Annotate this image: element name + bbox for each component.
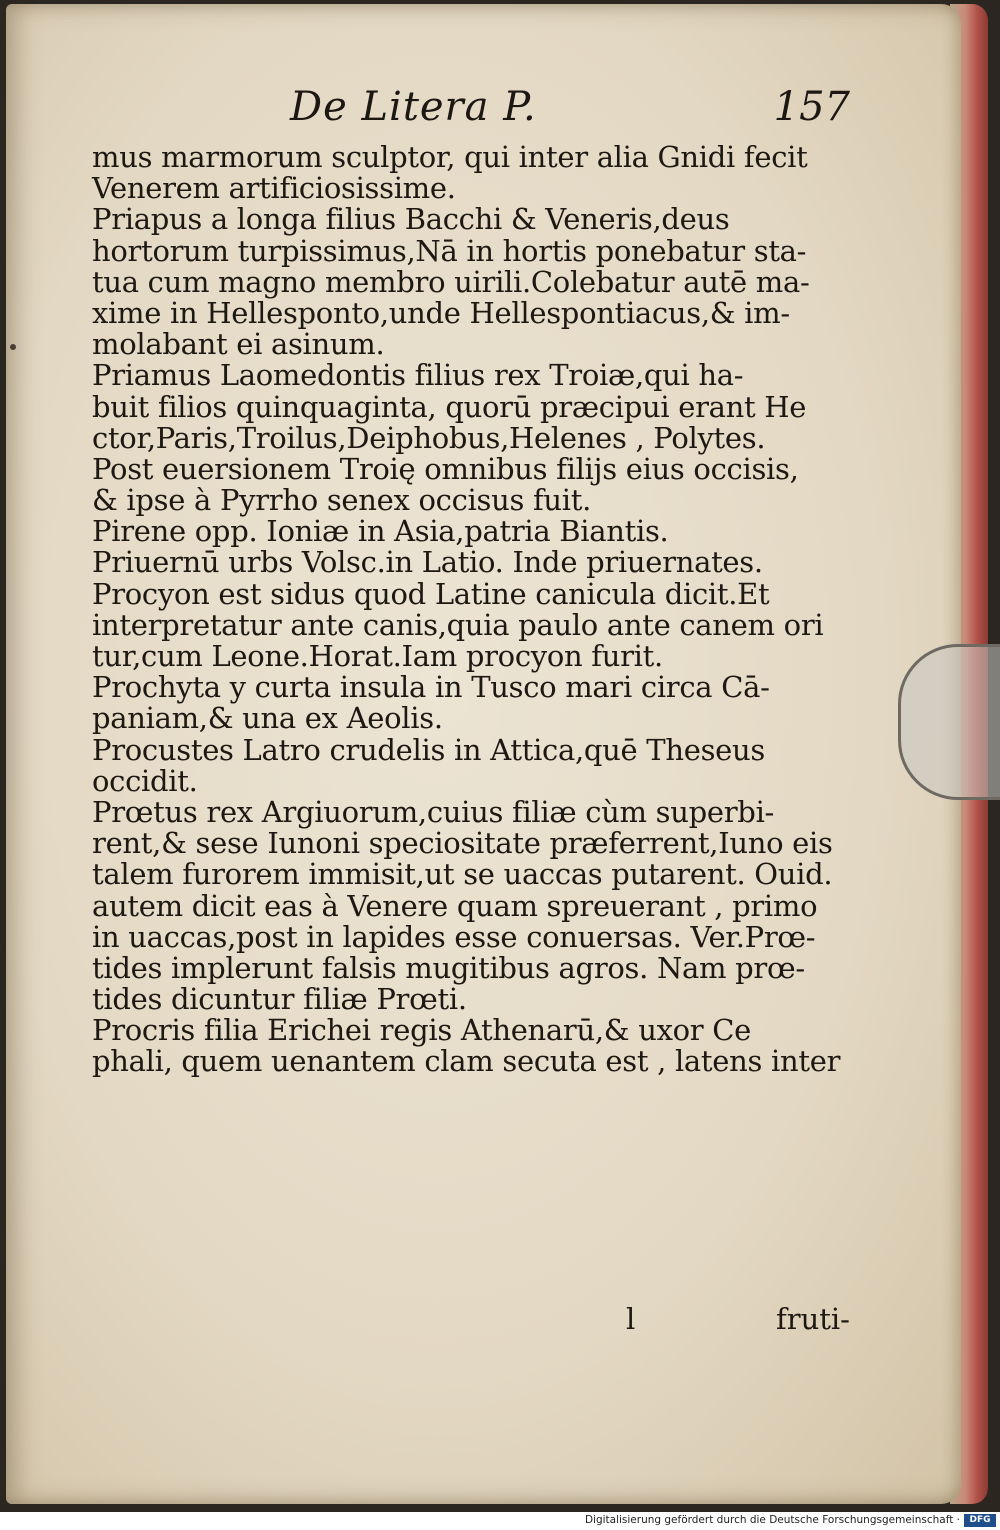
- text-line: Priamus Laomedontis filius rex Troiæ,qui ha-: [92, 358, 744, 393]
- text-line: tua cum magno membro uirili.Colebatur autē ma-: [92, 264, 810, 299]
- page-clip: [898, 644, 1000, 800]
- text-line: rent,& sese Iunoni speciositate præferrent,Iuno eis: [92, 826, 833, 861]
- text-line: hortorum turpissimus,Nā in hortis ponebatur sta-: [92, 233, 807, 268]
- text-line: paniam,& una ex Aeolis.: [92, 701, 443, 736]
- dfg-logo: DFG: [964, 1514, 996, 1527]
- dfg-credit: Digitalisierung gefördert durch die Deutsche Forschungsgemeinschaft ·: [584, 1514, 960, 1526]
- page-number: 157: [773, 84, 850, 130]
- text-line: Procyon est sidus quod Latine canicula dicit.Et: [92, 576, 770, 611]
- digitization-footer: [0, 1512, 1000, 1530]
- text-line: tur,cum Leone.Horat.Iam procyon furit.: [92, 639, 663, 673]
- signature-mark: l: [626, 1302, 636, 1336]
- running-title: De Litera P.: [290, 84, 537, 130]
- text-line: Venerem artificiosissime.: [92, 171, 456, 206]
- page-header: [290, 84, 850, 144]
- text-line: phali, quem uenantem clam secuta est , latens inter: [92, 1044, 841, 1079]
- catchword: fruti-: [775, 1302, 850, 1336]
- text-line: Prœtus rex Argiuorum,cuius filiæ cùm superbi-: [92, 794, 775, 829]
- text-line: Procustes Latro crudelis in Attica,quē Theseus: [92, 732, 765, 767]
- text-line: talem furorem immisit,ut se uaccas putarent. Ouid.: [92, 857, 833, 892]
- text-line: occidit.: [92, 763, 198, 798]
- text-line: tides dicuntur filiæ Prœti.: [92, 982, 467, 1017]
- text-line: buit filios quinquaginta, quorū præcipui erant He: [92, 389, 807, 424]
- text-line: Procris filia Erichei regis Athenarū,& uxor Ce: [92, 1013, 752, 1048]
- text-line: & ipse à Pyrrho senex occisus fuit.: [92, 483, 592, 518]
- text-line: Prochyta y curta insula in Tusco mari circa Cā-: [92, 670, 770, 705]
- text-line: Post euersionem Troię omnibus filijs eius occisis,: [92, 451, 799, 486]
- text-line: interpretatur ante canis,quia paulo ante canem ori: [92, 607, 824, 642]
- text-line: in uaccas,post in lapides esse conuersas. Ver.Prœ-: [92, 919, 816, 954]
- catchline: [620, 1302, 850, 1342]
- text-line: Priuernū urbs Volsc.in Latio. Inde priuernates.: [92, 545, 763, 580]
- text-line: ctor,Paris,Troilus,Deiphobus,Helenes , Polytes.: [92, 420, 766, 455]
- text-line: mus marmorum sculptor, qui inter alia Gnidi fecit: [92, 140, 808, 174]
- text-line: xime in Hellesponto,unde Hellespontiacus,& im-: [92, 295, 790, 330]
- text-line: autem dicit eas à Venere quam spreuerant , primo: [92, 888, 818, 923]
- text-line: Pirene opp. Ioniæ in Asia,patria Biantis.: [92, 514, 669, 549]
- text-line: Priapus a longa filius Bacchi & Veneris,deus: [92, 202, 730, 237]
- text-line: tides implerunt falsis mugitibus agros. Nam prœ-: [92, 950, 805, 985]
- text-line: molabant ei asinum.: [92, 327, 385, 362]
- binding-hole: [10, 344, 16, 350]
- body-text: [92, 142, 862, 1078]
